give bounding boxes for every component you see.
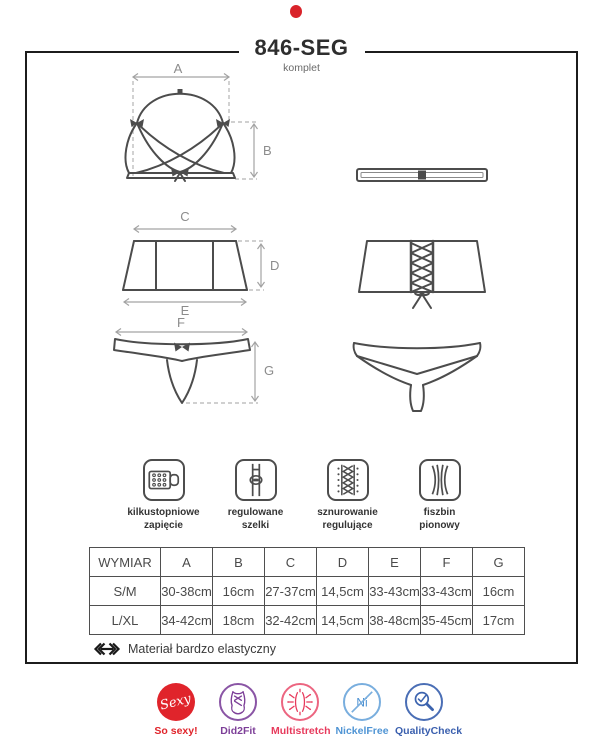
table-row xyxy=(90,606,525,635)
belt-front-diagram xyxy=(102,207,302,317)
feature-label: fiszbin pionowy xyxy=(419,507,460,531)
stretch-arrows-icon xyxy=(93,642,121,656)
value-cell: 34-42cm xyxy=(161,606,213,635)
value-cell: 38-48cm xyxy=(369,606,421,635)
value-cell: 32-42cm xyxy=(265,606,317,635)
svg-text:Ni: Ni xyxy=(356,695,368,710)
features-row xyxy=(27,459,576,532)
sexy-badge-icon: Sexy xyxy=(157,683,195,721)
table-header-cell: A xyxy=(161,548,213,577)
feature-boning xyxy=(401,459,479,532)
measure-label-g: G xyxy=(264,363,275,378)
badges-row xyxy=(147,683,463,737)
badge-did2fit xyxy=(209,683,267,737)
size-cell: S/M xyxy=(90,577,161,606)
feature-label: regulowane szelki xyxy=(227,507,284,531)
value-cell: 14,5cm xyxy=(317,577,369,606)
badge-label: Multistretch xyxy=(271,725,331,737)
value-cell: 17cm xyxy=(473,606,525,635)
bra-front-diagram xyxy=(102,60,302,210)
badge-multistretch xyxy=(271,683,329,737)
badge-so-sexy xyxy=(147,683,205,737)
value-cell: 16cm xyxy=(473,577,525,606)
value-cell: 35-45cm xyxy=(421,606,473,635)
badge-nickelfree xyxy=(333,683,391,737)
page-subtitle: komplet xyxy=(283,62,320,74)
value-cell: 16cm xyxy=(213,577,265,606)
feature-lacing xyxy=(309,459,387,532)
table-header-cell: C xyxy=(265,548,317,577)
vertical-boning-icon xyxy=(419,459,461,501)
badge-label: QualityCheck xyxy=(395,725,463,737)
material-note-text: Materiał bardzo elastyczny xyxy=(128,642,276,656)
feature-adjustable-straps xyxy=(217,459,295,532)
measure-label-e: E xyxy=(180,303,190,317)
table-header-cell: D xyxy=(317,548,369,577)
value-cell: 18cm xyxy=(213,606,265,635)
value-cell: 33-43cm xyxy=(421,577,473,606)
multistretch-badge-icon xyxy=(281,683,319,721)
panties-front-diagram xyxy=(102,315,302,420)
quality-check-badge-icon xyxy=(405,683,443,721)
table-header-cell: E xyxy=(369,548,421,577)
feature-hook-closure xyxy=(125,459,203,532)
table-row xyxy=(90,577,525,606)
badge-label: So sexy! xyxy=(154,725,198,737)
hook-eye-closure-icon xyxy=(143,459,185,501)
adjustable-straps-icon xyxy=(235,459,277,501)
measure-label-a: A xyxy=(173,61,183,76)
value-cell: 30-38cm xyxy=(161,577,213,606)
value-cell: 27-37cm xyxy=(265,577,317,606)
brand-mark-icon xyxy=(290,5,302,18)
material-note xyxy=(93,642,276,656)
bra-back-strap-diagram xyxy=(342,142,502,202)
diagram-frame xyxy=(25,35,578,664)
measure-label-b: B xyxy=(263,143,272,158)
page-title: 846-SEG xyxy=(254,35,349,60)
badge-label: Did2Fit xyxy=(220,725,256,737)
belt-back-diagram xyxy=(342,217,502,317)
value-cell: 14,5cm xyxy=(317,606,369,635)
badge-label: NickelFree xyxy=(335,725,389,737)
adjustable-lacing-icon xyxy=(327,459,369,501)
table-header-cell: G xyxy=(473,548,525,577)
measure-label-d: D xyxy=(270,258,280,273)
corset-badge-icon xyxy=(219,683,257,721)
table-header-cell: WYMIAR xyxy=(90,548,161,577)
value-cell: 33-43cm xyxy=(369,577,421,606)
panties-back-diagram xyxy=(337,327,497,417)
size-table xyxy=(89,547,525,635)
badge-qualitycheck xyxy=(395,683,463,737)
table-header-row xyxy=(90,548,525,577)
feature-label: kilkustopniowe zapięcie xyxy=(127,507,200,531)
measure-label-c: C xyxy=(180,209,190,224)
measure-label-f: F xyxy=(177,315,185,330)
size-cell: L/XL xyxy=(90,606,161,635)
feature-label: sznurowanie regulujące xyxy=(317,507,378,531)
table-header-cell: F xyxy=(421,548,473,577)
nickel-free-badge-icon xyxy=(343,683,381,721)
table-header-cell: B xyxy=(213,548,265,577)
